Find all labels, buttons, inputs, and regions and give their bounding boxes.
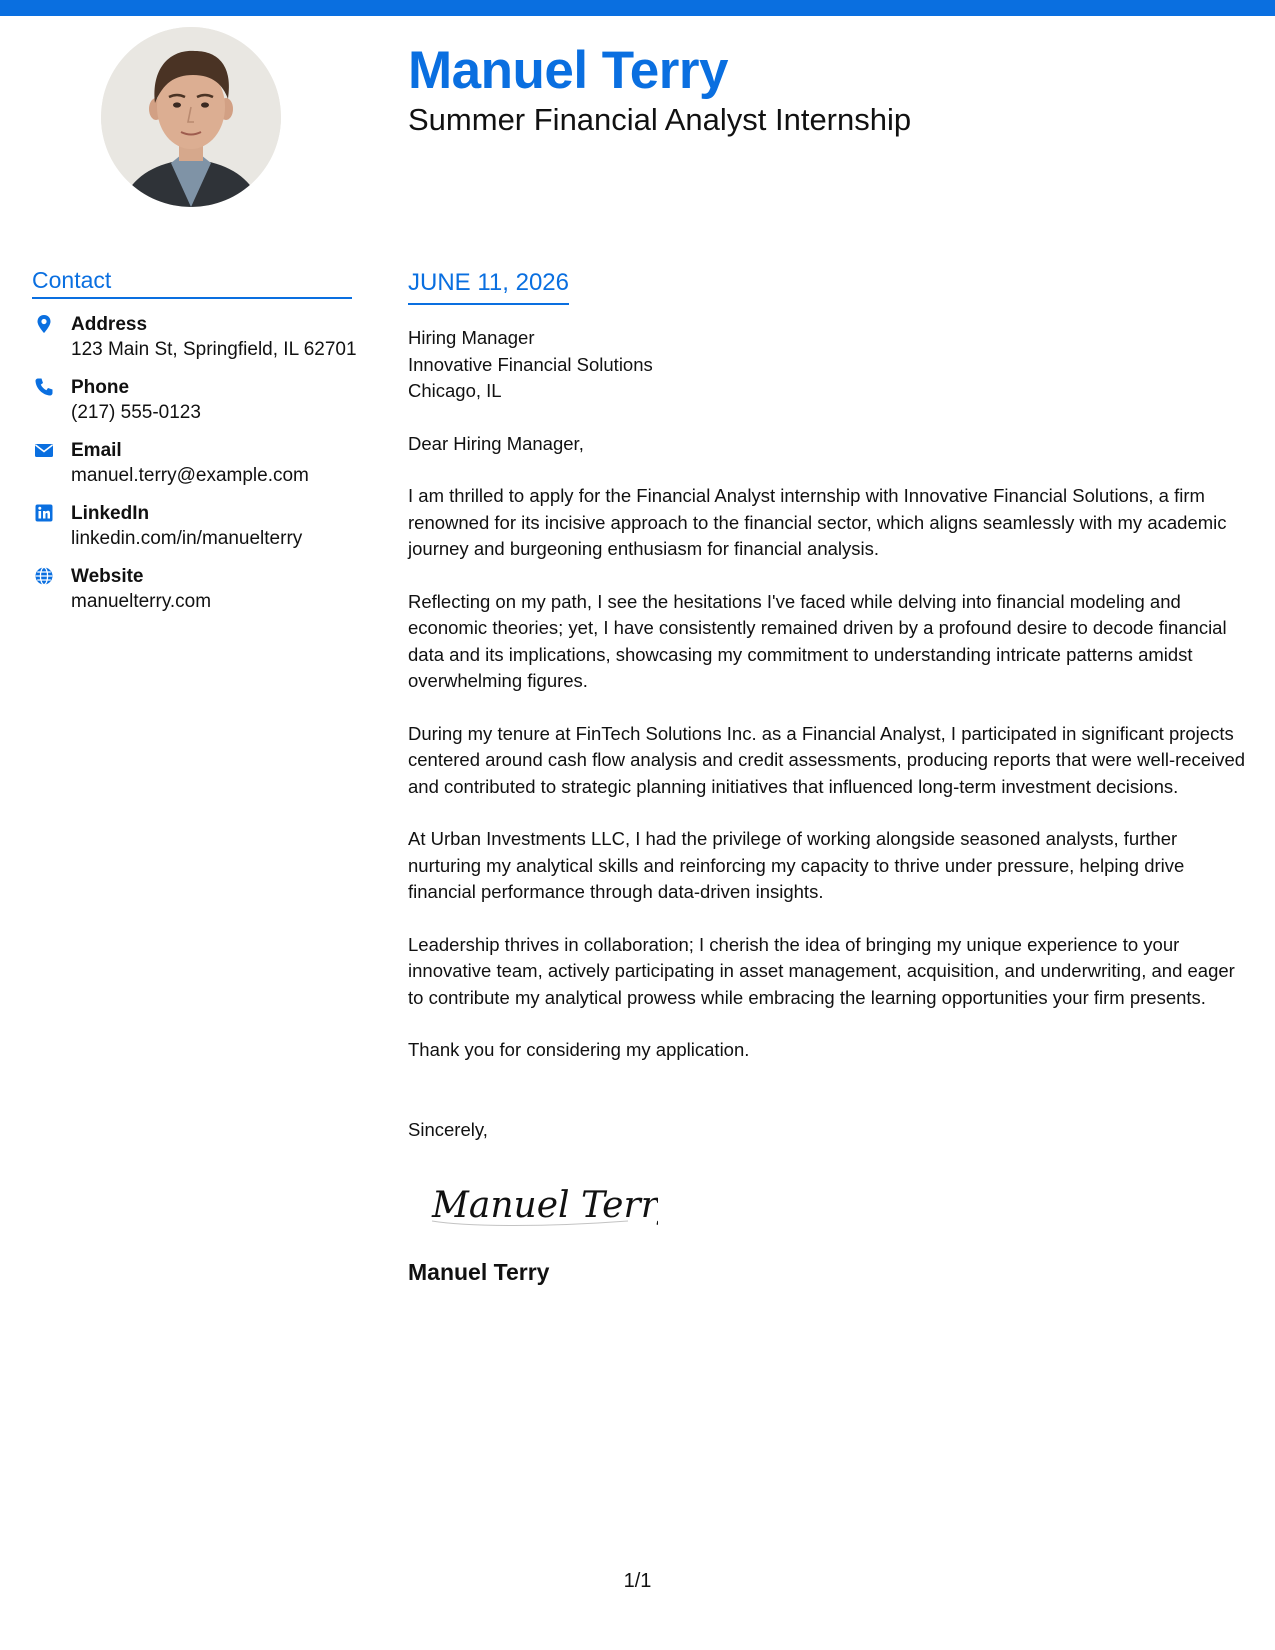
contact-heading: Contact — [32, 266, 352, 299]
recipient-title: Hiring Manager — [408, 327, 535, 348]
letter-paragraph: During my tenure at FinTech Solutions Inc. as a Financial Analyst, I participated in significant projects centered around cash flow analysis and credit assessments, producing reports that were well-received and contributed to strategic planning initiatives that influenced long-term investment decisions. — [408, 722, 1246, 797]
linkedin-icon — [34, 503, 54, 523]
contact-item-linkedin — [32, 501, 352, 564]
sidebar — [32, 266, 357, 627]
profile-photo — [101, 27, 281, 207]
recipient-block — [408, 325, 1253, 405]
contact-item-address — [32, 312, 357, 375]
contact-label: LinkedIn — [71, 503, 150, 524]
contact-value: (217) 555-0123 — [71, 402, 201, 423]
salutation: Dear Hiring Manager, — [408, 432, 584, 454]
contact-item-phone — [32, 375, 352, 438]
closing: Sincerely, — [408, 1118, 488, 1140]
signature-image — [428, 1177, 658, 1233]
top-accent-bar — [0, 0, 1275, 16]
page-number: 1/1 — [623, 1570, 652, 1592]
letter-body — [408, 268, 1253, 1286]
recipient-company: Innovative Financial Solutions — [408, 353, 653, 375]
letter-paragraph: Reflecting on my path, I see the hesitations I've faced while delving into financial modeling and economic theories; yet, I have consistently remained driven by a profound desire to decode financial data and its implications, showcasing my commitment to understanding intricate patterns amidst overwhelming figures. — [408, 590, 1227, 691]
contact-label: Website — [71, 566, 144, 587]
letter-paragraph: I am thrilled to apply for the Financial Analyst internship with Innovative Financial Solutions, a firm renowned for its incisive approach to the financial sector, which aligns seamlessly with my academic journey and burgeoning enthusiasm for financial analysis. — [408, 485, 1227, 559]
letter-paragraph: At Urban Investments LLC, I had the privilege of working alongside seasoned analysts, further nurturing my analytical skills and reinforcing my capacity to thrive under pressure, helping drive financial performance through data-driven insights. — [408, 828, 1185, 902]
contact-value: linkedin.com/in/manuelterry — [71, 528, 303, 549]
contact-label: Address — [71, 314, 148, 335]
contact-item-website — [32, 564, 352, 627]
letter-paragraph: Leadership thrives in collaboration; I cherish the idea of bringing my unique experience to your innovative team, actively participating in asset management, acquisition, and underwriting, and eager to contribute my analytical prowess while embracing the learning opportunities your firm presents. — [408, 933, 1235, 1008]
phone-icon — [34, 377, 54, 397]
avatar — [101, 27, 281, 207]
recipient-location: Chicago, IL — [408, 380, 502, 401]
contact-value: 123 Main St, Springfield, IL 62701 — [71, 339, 357, 360]
contact-item-email — [32, 438, 352, 501]
handwritten-signature — [428, 1177, 1253, 1233]
envelope-icon — [34, 440, 54, 460]
contact-label: Email — [71, 440, 122, 461]
position-title: Summer Financial Analyst Internship — [408, 102, 912, 137]
signature-text: Manuel Terry — [432, 1185, 658, 1226]
contact-value: manuelterry.com — [71, 591, 212, 612]
contact-value: manuel.terry@example.com — [71, 465, 309, 486]
map-pin-icon — [34, 314, 54, 334]
contact-label: Phone — [71, 377, 130, 398]
contact-list — [32, 312, 357, 627]
applicant-name: Manuel Terry — [408, 41, 728, 100]
globe-icon — [34, 566, 54, 586]
letter-paragraph: Thank you for considering my application. — [408, 1039, 750, 1060]
signer-name: Manuel Terry — [408, 1259, 550, 1285]
letter-date: JUNE 11, 2026 — [408, 268, 569, 305]
